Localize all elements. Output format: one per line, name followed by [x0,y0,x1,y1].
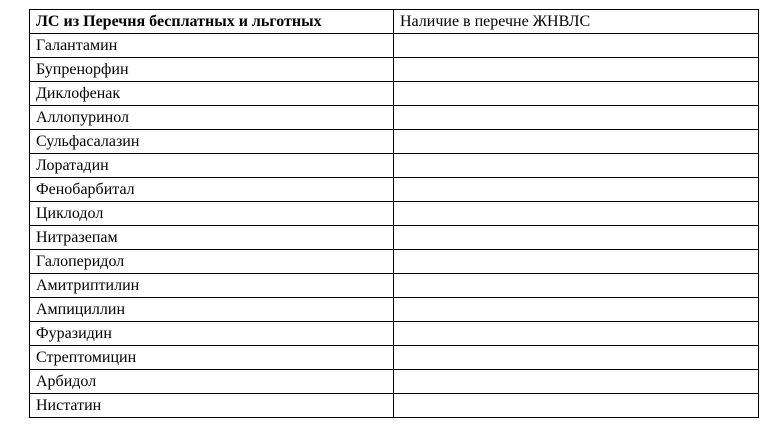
table-row [30,226,759,250]
drug-name-cell: Диклофенак [30,82,394,106]
zhnvls-presence-cell[interactable] [394,154,759,178]
drug-name-cell: Нитразепам [30,226,394,250]
drug-name-cell: Фуразидин [30,322,394,346]
drug-name-cell: Лоратадин [30,154,394,178]
table-row [30,322,759,346]
zhnvls-presence-cell[interactable] [394,34,759,58]
table-row [30,274,759,298]
table-row [30,346,759,370]
table-row [30,82,759,106]
table-row [30,202,759,226]
drug-list-table [29,9,759,418]
drug-name-cell: Амитриптилин [30,274,394,298]
table-row [30,298,759,322]
table-row [30,130,759,154]
drug-name-cell: Галантамин [30,34,394,58]
zhnvls-presence-cell[interactable] [394,106,759,130]
drug-name-cell: Стрептомицин [30,346,394,370]
zhnvls-presence-cell[interactable] [394,178,759,202]
drug-name-cell: Циклодол [30,202,394,226]
table-header-row [30,10,759,34]
drug-name-cell: Галоперидол [30,250,394,274]
zhnvls-presence-cell[interactable] [394,130,759,154]
table-row [30,34,759,58]
drug-name-cell: Сульфасалазин [30,130,394,154]
header-drug-name: ЛС из Перечня бесплатных и льготных [30,10,394,34]
drug-name-cell: Бупренорфин [30,58,394,82]
table-row [30,106,759,130]
zhnvls-presence-cell[interactable] [394,202,759,226]
zhnvls-presence-cell[interactable] [394,298,759,322]
table-row [30,154,759,178]
drug-name-cell: Фенобарбитал [30,178,394,202]
drug-name-cell: Аллопуринол [30,106,394,130]
drug-name-cell: Ампициллин [30,298,394,322]
zhnvls-presence-cell[interactable] [394,58,759,82]
header-zhnvls-presence: Наличие в перечне ЖНВЛС [394,10,759,34]
table-row [30,250,759,274]
table-row [30,394,759,418]
zhnvls-presence-cell[interactable] [394,226,759,250]
zhnvls-presence-cell[interactable] [394,250,759,274]
zhnvls-presence-cell[interactable] [394,274,759,298]
drug-name-cell: Нистатин [30,394,394,418]
table-row [30,58,759,82]
zhnvls-presence-cell[interactable] [394,346,759,370]
table-row [30,370,759,394]
drug-name-cell: Арбидол [30,370,394,394]
zhnvls-presence-cell[interactable] [394,322,759,346]
table-row [30,178,759,202]
zhnvls-presence-cell[interactable] [394,82,759,106]
zhnvls-presence-cell[interactable] [394,370,759,394]
zhnvls-presence-cell[interactable] [394,394,759,418]
